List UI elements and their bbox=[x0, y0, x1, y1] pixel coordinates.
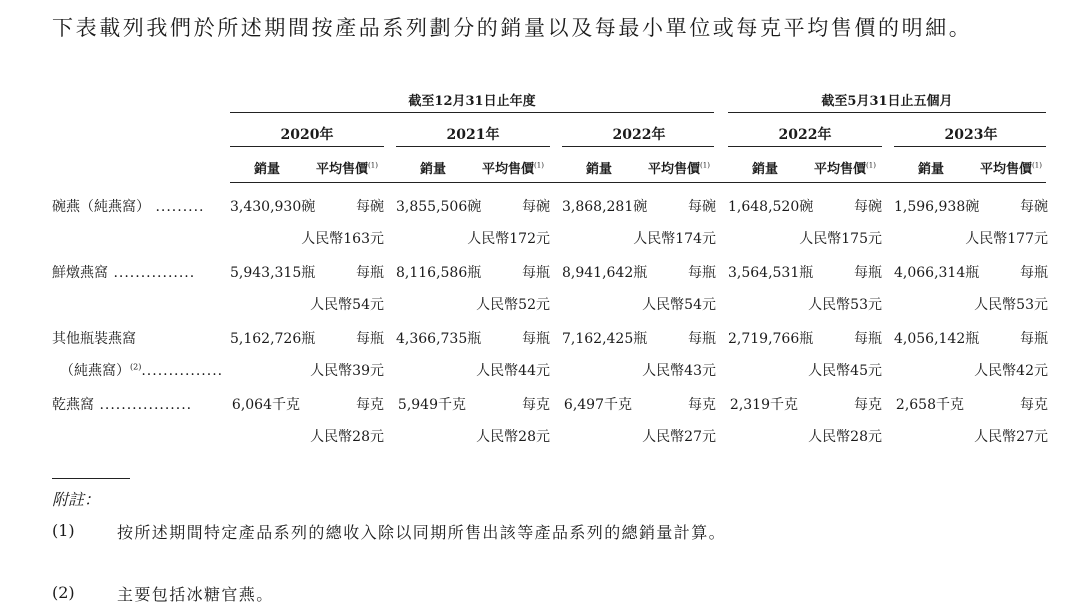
volume-cell: 6,497千克 bbox=[563, 397, 632, 413]
price-cell: 人民幣174元 bbox=[633, 231, 716, 247]
leader-dots: ............... bbox=[108, 265, 196, 281]
column-header-price-label: 平均售價 bbox=[980, 162, 1033, 177]
column-header-price bbox=[814, 158, 876, 177]
volume-cell: 4,056,142瓶 bbox=[894, 331, 980, 347]
unit-cell: 每克 bbox=[688, 397, 716, 413]
column-header-price-label: 平均售價 bbox=[316, 162, 369, 177]
notes-divider bbox=[52, 478, 130, 479]
volume-cell: 4,066,314瓶 bbox=[894, 265, 980, 281]
unit-cell: 每瓶 bbox=[854, 331, 882, 347]
column-header-volume: 銷量 bbox=[586, 162, 613, 177]
volume-cell: 1,648,520碗 bbox=[728, 199, 814, 215]
unit-cell: 每克 bbox=[854, 397, 882, 413]
price-cell: 人民幣172元 bbox=[467, 231, 550, 247]
price-cell: 人民幣42元 bbox=[974, 363, 1048, 379]
column-header-volume: 銷量 bbox=[918, 162, 945, 177]
price-cell: 人民幣39元 bbox=[310, 363, 384, 379]
unit-cell: 每瓶 bbox=[1020, 331, 1048, 347]
row-label-text: 乾燕窩 bbox=[52, 397, 94, 413]
column-header-price-note: (1) bbox=[534, 161, 544, 170]
price-cell: 人民幣43元 bbox=[642, 363, 716, 379]
note-text: 主要包括冰糖官燕。 bbox=[117, 585, 274, 604]
row-label bbox=[52, 394, 192, 414]
leader-dots: ............... bbox=[141, 363, 224, 379]
volume-cell: 1,596,938碗 bbox=[894, 199, 980, 215]
unit-cell: 每瓶 bbox=[356, 265, 384, 281]
leader-dots: ......... bbox=[150, 199, 205, 215]
column-header-price-note: (1) bbox=[1032, 161, 1042, 170]
year-rule bbox=[894, 146, 1046, 147]
unit-cell: 每瓶 bbox=[688, 331, 716, 347]
volume-cell: 3,430,930碗 bbox=[230, 199, 316, 215]
row-label-footnote: (2) bbox=[130, 362, 142, 372]
column-header-price-note: (1) bbox=[368, 161, 378, 170]
column-header-price bbox=[648, 158, 710, 177]
column-header-price-label: 平均售價 bbox=[814, 162, 867, 177]
unit-cell: 每碗 bbox=[522, 199, 550, 215]
row-label-text: 碗燕（純燕窩） bbox=[52, 199, 150, 215]
intro-text: 下表載列我們於所述期間按產品系列劃分的銷量以及每最小單位或每克平均售價的明細。 bbox=[52, 16, 973, 40]
volume-cell: 2,319千克 bbox=[729, 397, 798, 413]
unit-cell: 每瓶 bbox=[522, 331, 550, 347]
column-header-price-note: (1) bbox=[700, 161, 710, 170]
unit-cell: 每克 bbox=[522, 397, 550, 413]
price-cell: 人民幣27元 bbox=[642, 429, 716, 445]
volume-cell: 4,366,735瓶 bbox=[396, 331, 482, 347]
unit-cell: 每碗 bbox=[1020, 199, 1048, 215]
year-header: 2022年 bbox=[778, 127, 832, 143]
year-header: 2020年 bbox=[280, 127, 334, 143]
unit-cell: 每碗 bbox=[854, 199, 882, 215]
unit-cell: 每碗 bbox=[688, 199, 716, 215]
year-header: 2021年 bbox=[446, 127, 500, 143]
unit-cell: 每克 bbox=[356, 397, 384, 413]
price-cell: 人民幣28元 bbox=[310, 429, 384, 445]
period-rule-annual bbox=[230, 112, 714, 113]
period-header-five-months: 截至5月31日止五個月 bbox=[821, 94, 953, 109]
row-label bbox=[52, 262, 195, 282]
column-header-price-label: 平均售價 bbox=[482, 162, 535, 177]
note-number: (2) bbox=[52, 583, 75, 602]
price-cell: 人民幣53元 bbox=[808, 297, 882, 313]
price-cell: 人民幣45元 bbox=[808, 363, 882, 379]
unit-cell: 每克 bbox=[1020, 397, 1048, 413]
volume-cell: 8,116,586瓶 bbox=[396, 265, 482, 281]
period-header-annual: 截至12月31日止年度 bbox=[408, 94, 536, 109]
column-header-price bbox=[316, 158, 378, 177]
volume-cell: 3,868,281碗 bbox=[562, 199, 648, 215]
volume-cell: 7,162,425瓶 bbox=[562, 331, 648, 347]
leader-dots: ................. bbox=[94, 397, 193, 413]
column-header-price bbox=[482, 158, 544, 177]
unit-cell: 每碗 bbox=[356, 199, 384, 215]
column-header-volume: 銷量 bbox=[752, 162, 779, 177]
row-label-continued bbox=[60, 360, 223, 380]
row-label bbox=[52, 328, 136, 348]
column-header-price-note: (1) bbox=[866, 161, 876, 170]
price-cell: 人民幣28元 bbox=[808, 429, 882, 445]
row-label bbox=[52, 196, 205, 216]
price-cell: 人民幣163元 bbox=[301, 231, 384, 247]
volume-cell: 3,855,506碗 bbox=[396, 199, 482, 215]
volume-cell: 5,949千克 bbox=[397, 397, 466, 413]
price-cell: 人民幣44元 bbox=[476, 363, 550, 379]
year-header: 2023年 bbox=[944, 127, 998, 143]
price-cell: 人民幣54元 bbox=[642, 297, 716, 313]
column-header-rule bbox=[230, 182, 1046, 183]
volume-cell: 2,719,766瓶 bbox=[728, 331, 814, 347]
volume-cell: 6,064千克 bbox=[231, 397, 300, 413]
column-header-price-label: 平均售價 bbox=[648, 162, 701, 177]
notes-title: 附註： bbox=[52, 490, 101, 509]
unit-cell: 每瓶 bbox=[854, 265, 882, 281]
note-text: 按所述期間特定產品系列的總收入除以同期所售出該等產品系列的總銷量計算。 bbox=[117, 523, 727, 542]
price-cell: 人民幣175元 bbox=[799, 231, 882, 247]
column-header-price bbox=[980, 158, 1042, 177]
year-header: 2022年 bbox=[612, 127, 666, 143]
unit-cell: 每瓶 bbox=[688, 265, 716, 281]
year-rule bbox=[230, 146, 384, 147]
note-number: (1) bbox=[52, 521, 75, 540]
price-cell: 人民幣54元 bbox=[310, 297, 384, 313]
price-cell: 人民幣28元 bbox=[476, 429, 550, 445]
volume-cell: 2,658千克 bbox=[895, 397, 964, 413]
price-cell: 人民幣177元 bbox=[965, 231, 1048, 247]
unit-cell: 每瓶 bbox=[356, 331, 384, 347]
column-header-volume: 銷量 bbox=[254, 162, 281, 177]
unit-cell: 每瓶 bbox=[522, 265, 550, 281]
year-rule bbox=[728, 146, 882, 147]
year-rule bbox=[562, 146, 714, 147]
row-label-text: 其他瓶裝燕窩 bbox=[52, 331, 136, 347]
price-cell: 人民幣27元 bbox=[974, 429, 1048, 445]
volume-cell: 5,943,315瓶 bbox=[230, 265, 316, 281]
unit-cell: 每瓶 bbox=[1020, 265, 1048, 281]
volume-cell: 5,162,726瓶 bbox=[230, 331, 316, 347]
column-header-volume: 銷量 bbox=[420, 162, 447, 177]
row-label-text: 鮮燉燕窩 bbox=[52, 265, 108, 281]
volume-cell: 3,564,531瓶 bbox=[728, 265, 814, 281]
price-cell: 人民幣52元 bbox=[476, 297, 550, 313]
row-label-continued-text: （純燕窩） bbox=[60, 363, 130, 379]
volume-cell: 8,941,642瓶 bbox=[562, 265, 648, 281]
period-rule-five-months bbox=[728, 112, 1046, 113]
price-cell: 人民幣53元 bbox=[974, 297, 1048, 313]
year-rule bbox=[396, 146, 550, 147]
